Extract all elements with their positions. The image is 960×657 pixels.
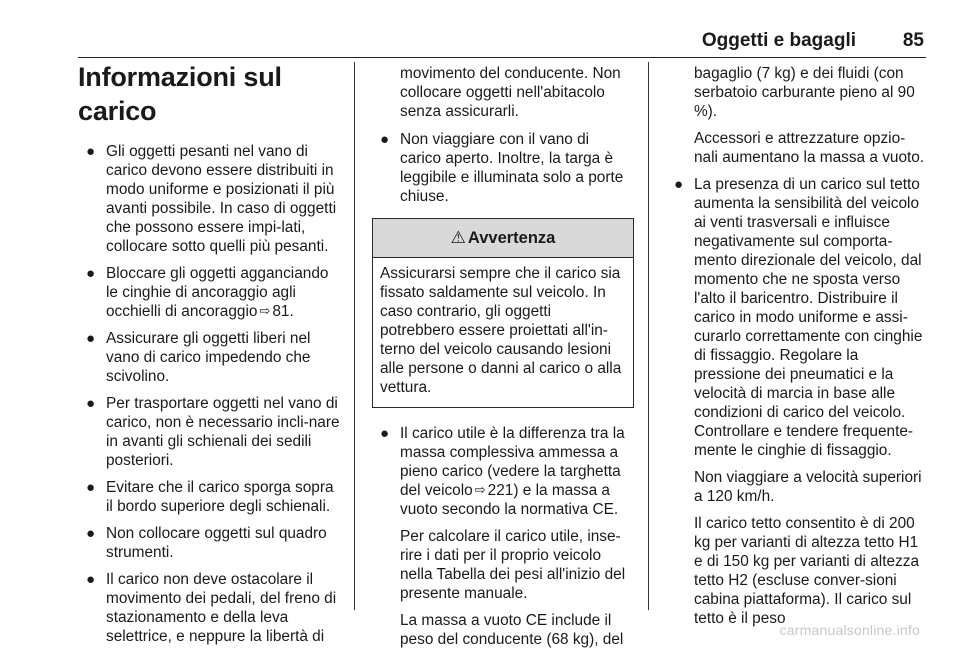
paragraph-text: ) e la massa a vuoto secondo la normativa CE.: [400, 482, 619, 518]
continued-text: bagaglio (7 kg) e dei fluidi (con serbatoio carburante pieno al 90 %).: [694, 65, 915, 120]
bullet-list: [666, 175, 928, 628]
bullet-icon: ●: [380, 131, 390, 148]
column-3: [666, 64, 928, 636]
paragraph: Accessori e attrezzature opzio-nali aumentano la massa a vuoto.: [694, 130, 925, 166]
list-item-text: Non collocare oggetti sul quadro strumenti.: [106, 525, 327, 561]
bullet-icon: ●: [86, 525, 96, 542]
page-reference-icon: ⇨: [474, 482, 486, 497]
warning-header: [373, 219, 633, 258]
watermark: carmanualsonline.info: [779, 622, 920, 638]
column-divider-2: [648, 62, 649, 610]
list-item: [78, 524, 340, 562]
list-item: [78, 570, 340, 646]
list-item-text: Gli oggetti pesanti nel vano di carico devono essere distribuiti in modo uniforme e posizionati il più avanti possibile. In caso di oggetti che possono essere impi-lati, collocare sotto quelli più pesanti.: [106, 143, 337, 255]
section-heading: Informazioni sul carico: [78, 62, 282, 126]
warning-triangle-icon: ⚠: [450, 228, 466, 247]
page-header: [78, 24, 926, 54]
list-item-text: Per trasportare oggetti nel vano di carico, non è necessario incli-nare in avanti gli schienali dei sedili posteriori.: [106, 395, 340, 469]
list-item: [78, 478, 340, 516]
bullet-icon: ●: [86, 265, 96, 282]
page-reference[interactable]: 81.: [272, 303, 294, 320]
bullet-icon: ●: [86, 479, 96, 496]
warning-box: [372, 218, 634, 408]
bullet-icon: ●: [674, 176, 684, 193]
list-item-text: Bloccare gli oggetti agganciando le cinghie di ancoraggio agli occhielli di ancoraggio: [106, 265, 329, 320]
bullet-list: [372, 130, 634, 206]
list-item-text: Non viaggiare con il vano di carico aperto. Inoltre, la targa è leggibile e illuminata solo a porte chiuse.: [400, 131, 624, 205]
list-item: [666, 175, 928, 628]
page-number: 85: [902, 30, 924, 51]
list-item-text: Assicurare gli oggetti liberi nel vano di carico impedendo che scivolino.: [106, 330, 311, 385]
column-1: [78, 60, 340, 654]
header-rule: [78, 57, 926, 58]
bullet-icon: ●: [86, 571, 96, 588]
warning-body: Assicurarsi sempre che il carico sia fissato saldamente sul veicolo. In caso contrario, gli oggetti potrebbero essere proiettati all'in-terno del veicolo causando lesioni alle persone o danni al carico o alla vettura.: [380, 265, 622, 396]
list-item-text: Il carico non deve ostacolare il movimento dei pedali, del freno di stazionamento e della leva selettrice, e neppure la libertà di: [106, 571, 337, 645]
column-2: [372, 64, 634, 657]
list-item: [78, 329, 340, 386]
bullet-list: [372, 424, 634, 649]
running-title: Oggetti e bagagli: [701, 30, 856, 51]
column-divider-1: [354, 62, 355, 610]
paragraph: Non viaggiare a velocità superiori a 120 km/h.: [694, 469, 922, 505]
paragraph-text: Il carico utile è la differenza tra la massa complessiva ammessa a pieno carico (vedere la targhetta del veicolo: [400, 425, 625, 499]
continued-text: movimento del conducente. Non collocare oggetti nell'abitacolo senza assicurarli.: [400, 65, 621, 120]
paragraph: [400, 424, 634, 519]
paragraph: Il carico tetto consentito è di 200 kg per varianti di altezza tetto H1 e di 150 kg per varianti di altezza tetto H2 (escluse conver-sioni cabina piattaforma). Il carico sul tetto è il peso: [694, 515, 920, 627]
bullet-icon: ●: [86, 395, 96, 412]
bullet-icon: ●: [86, 143, 96, 160]
bullet-icon: ●: [86, 330, 96, 347]
list-item: [372, 424, 634, 649]
list-item: [372, 130, 634, 206]
paragraph: La massa a vuoto CE include il peso del conducente (68 kg), del: [400, 612, 624, 648]
warning-title: Avvertenza: [467, 229, 556, 247]
continued-block: [666, 64, 928, 167]
paragraph: Per calcolare il carico utile, inse-rire i dati per il proprio veicolo nella Tabella dei pesi all'inizio del presente manuale.: [400, 528, 626, 602]
bullet-icon: ●: [380, 425, 390, 442]
page-reference[interactable]: 221: [487, 482, 514, 499]
paragraph: La presenza di un carico sul tetto aumenta la sensibilità del veicolo ai venti trasversali e influisce negativamente sul comporta-mento direzionale del veicolo, dal momento che ne sposta verso l'alto il baricentro. Distribuire il carico in modo uniforme e assi-curarlo correttamente con cinghie di fissaggio. Regolare la pressione dei pneumatici e la velocità di marcia in base alle condizioni di carico del veicolo. Controllare e tendere frequente-mente le cinghie di fissaggio.: [694, 176, 923, 459]
page-reference-icon: ⇨: [259, 303, 271, 318]
bullet-list: [78, 142, 340, 646]
list-item: [78, 264, 340, 321]
list-item: [78, 142, 340, 256]
list-item-text: Evitare che il carico sporga sopra il bordo superiore degli schienali.: [106, 479, 334, 515]
list-item: [78, 394, 340, 470]
